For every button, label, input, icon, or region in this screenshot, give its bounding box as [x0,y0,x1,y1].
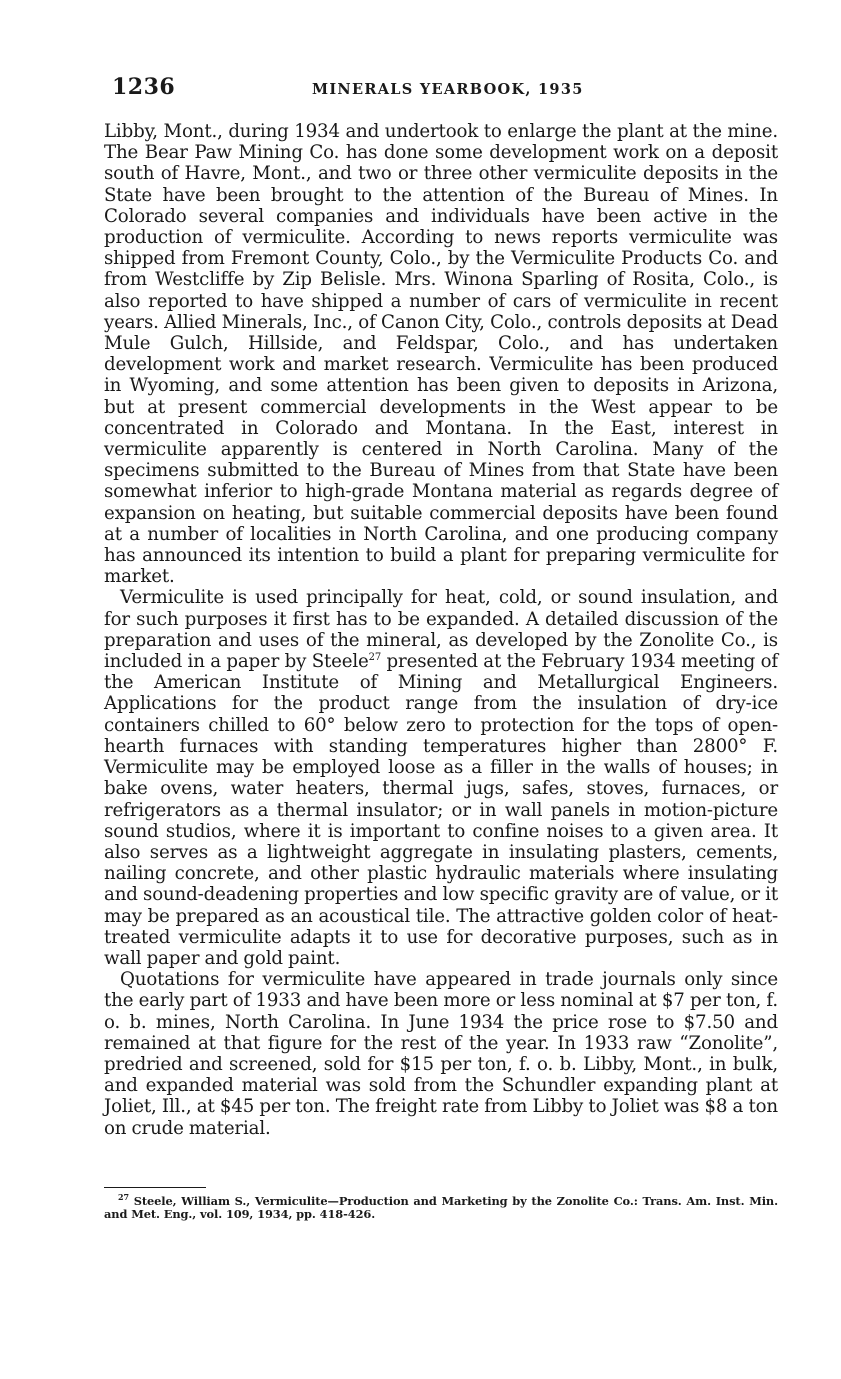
footnote-reference: 27 [368,652,382,664]
body-text [104,121,778,1139]
footnote-text: Steele, William S., Vermiculite—Production and Marketing by the Zonolite Co.: Trans. Am. Inst. Min. and Met. Eng., vol. 109, 1934, pp. 418-426. [104,1193,778,1221]
paragraph-3: Quotations for vermiculite have appeared in trade journals only since the early part of 1933 and have been more or less nominal at $7 per ton, f. o. b. mines, North Carolina. In June 1934 the price rose to $7.50 and remained at that figure for the rest of the year. In 1933 raw “Zonolite”, predried and screened, sold for $15 per ton, f. o. b. Libby, Mont., in bulk, and expanded material was sold from the Schundler expanding plant at Joliet, Ill., at $45 per ton. The freight rate from Libby to Joliet was $8 a ton on crude material. [104,969,778,1139]
footnote [104,1191,778,1221]
paragraph-1: Libby, Mont., during 1934 and undertook to enlarge the plant at the mine. The Bear Paw Mining Co. has done some development work on a deposit south of Havre, Mont., and two or three other vermiculite deposits in the State have been brought to the attention of the Bureau of Mines. In Colorado several companies and individuals have been active in the production of vermiculite. According to news reports vermiculite was shipped from Fremont County, Colo., by the Vermiculite Products Co. and from Westcliffe by Zip Belisle. Mrs. Winona Sparling of Rosita, Colo., is also reported to have shipped a number of cars of vermiculite in recent years. Allied Minerals, Inc., of Canon City, Colo., controls deposits at Dead Mule Gulch, Hillside, and Feldspar, Colo., and has undertaken development work and market research. Vermiculite has been produced in Wyoming, and some attention has been given to deposits in Arizona, but at present commercial developments in the West appear to be concentrated in Colorado and Montana. In the East, interest in vermiculite apparently is centered in North Carolina. Many of the specimens submitted to the Bureau of Mines from that State have been somewhat inferior to high-grade Montana material as regards degree of expansion on heating, but suitable commercial deposits have been found at a number of localities in North Carolina, and one producing company has announced its intention to build a plant for preparing vermiculite for market. [104,121,778,588]
paragraph-2-text-b: presented at the February 1934 meeting of the American Institute of Mining and Metallurgical Engineers. Applications for the product range from the insulation of dry-ice containers chilled to 60° below zero to protection for the tops of open-hearth furnaces with standing temperatures higher than 2800° F. Vermiculite may be employed loose as a filler in the walls of houses; in bake ovens, water heaters, thermal jugs, safes, stoves, furnaces, or refrigerators as a thermal insulator; or in wall panels in motion-picture sound studios, where it is important to confine noises to a given area. It also serves as a lightweight aggregate in insulating plasters, cements, nailing concrete, and other plastic hydraulic materials where insulating and sound-deadening properties and low specific gravity are of value, or it may be prepared as an acoustical tile. The attractive golden color of heat-treated vermiculite adapts it to use for decorative purposes, such as in wall paper and gold paint. [104,651,778,969]
footnote-marker: 27 [118,1192,129,1202]
page-header [112,74,774,104]
paragraph-2-text-a: Vermiculite is used principally for heat, cold, or sound insulation, and for such purposes it first has to be expanded. A detailed discussion of the preparation and uses of the mineral, as developed by the Zonolite Co., is included in a paper by Steele [104,587,778,673]
paragraph-2 [104,587,778,969]
footnote-divider [104,1187,206,1188]
running-title: MINERALS YEARBOOK, 1935 [312,81,584,98]
page-number: 1236 [112,74,176,100]
